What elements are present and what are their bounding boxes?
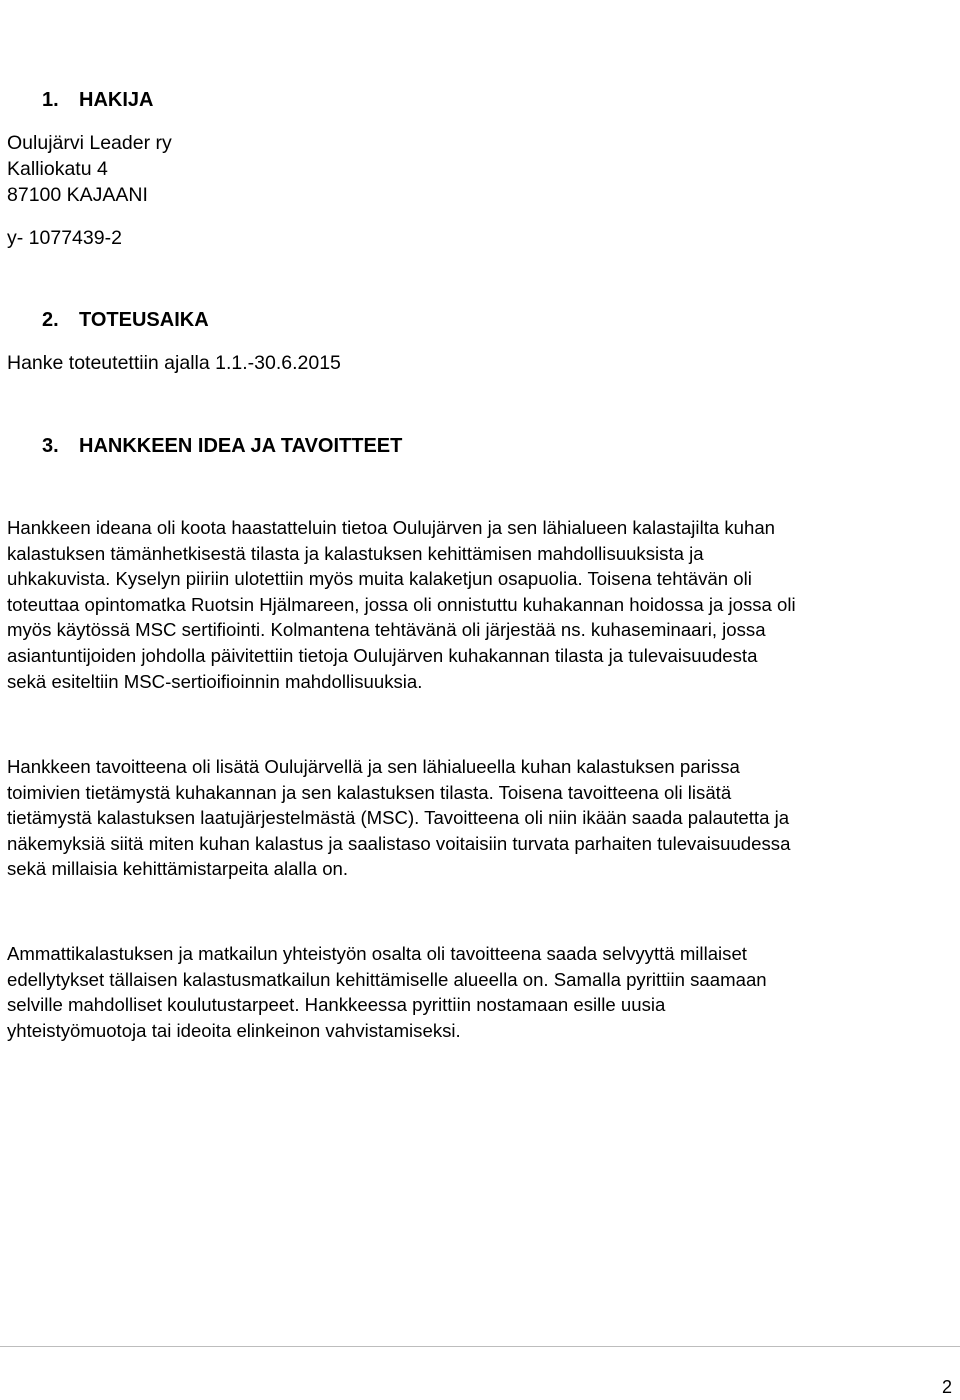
paragraph-line: Ammattikalastuksen ja matkailun yhteistyön osalta oli tavoitteena saada selvyyttä millaiset — [7, 943, 747, 964]
applicant-name: Oulujärvi Leader ry — [7, 132, 172, 154]
paragraph-cooperation — [7, 941, 955, 1043]
paragraph-line: asiantuntijoiden johdolla päivitettiin tietoja Oulujärven kuhakannan tilasta ja tulevaisuudesta — [7, 644, 758, 666]
paragraph-line: myös käytössä MSC sertifiointi. Kolmantena tehtävänä oli järjestää ns. kuhaseminaari, jossa — [7, 619, 766, 641]
duration-text: Hanke toteutettiin ajalla 1.1.-30.6.2015 — [7, 352, 341, 374]
paragraph-line: Hankkeen tavoitteena oli lisätä Oulujärvellä ja sen lähialueella kuhan kalastuksen parissa — [7, 756, 740, 777]
section-number: 2. — [42, 309, 59, 331]
paragraph-line: tietämystä kalastuksen laatujärjestelmästä (MSC). Tavoitteena oli niin ikään saada palautetta ja — [7, 807, 790, 829]
section-number: 3. — [42, 435, 59, 457]
page-divider — [0, 1346, 960, 1347]
paragraph-line: sekä millaisia kehittämistarpeita alalla on. — [7, 858, 349, 880]
paragraph-line: yhteistyömuotoja tai ideoita elinkeinon vahvistamiseksi. — [7, 1019, 461, 1041]
section-title: HAKIJA — [79, 89, 154, 111]
section-heading-applicant — [42, 88, 153, 112]
section-heading-idea — [42, 434, 402, 458]
paragraph-idea — [7, 515, 955, 694]
section-heading-duration — [42, 308, 209, 332]
section-title: HANKKEEN IDEA JA TAVOITTEET — [79, 435, 403, 457]
paragraph-line: uhkakuvista. Kyselyn piiriin ulotettiin myös muita kalaketjun osapuolia. Toisena tehtävän oli — [7, 568, 752, 590]
paragraph-line: selville mahdolliset koulutustarpeet. Hankkeessa pyrittiin nostamaan esille uusia — [7, 994, 666, 1016]
applicant-business-id: y- 1077439-2 — [7, 227, 122, 249]
paragraph-line: toteuttaa opintomatka Ruotsin Hjälmareen, jossa oli onnistuttu kuhakannan hoidossa ja jossa oli — [7, 593, 796, 615]
paragraph-goals — [7, 754, 955, 882]
applicant-postal: 87100 KAJAANI — [7, 184, 148, 206]
paragraph-line: edellytykset tällaisen kalastusmatkailun kehittämiselle alueella on. Samalla pyrittiin saamaan — [7, 968, 767, 990]
paragraph-line: sekä esiteltiin MSC-sertioifioinnin mahdollisuuksia. — [7, 670, 423, 692]
section-number: 1. — [42, 89, 59, 111]
section-title: TOTEUSAIKA — [79, 309, 209, 331]
paragraph-line: näkemyksiä siitä miten kuhan kalastus ja saalistaso voitaisiin turvata parhaiten tulevaisuudessa — [7, 832, 791, 854]
paragraph-line: Hankkeen ideana oli koota haastatteluin tietoa Oulujärven ja sen lähialueen kalastajilta kuhan — [7, 517, 776, 538]
paragraph-line: toimivien tietämystä kuhakannan ja sen kalastuksen tilasta. Toisena tavoitteena oli lisätä — [7, 781, 732, 803]
applicant-street: Kalliokatu 4 — [7, 158, 108, 180]
page-number: 2 — [941, 1377, 952, 1397]
paragraph-line: kalastuksen tämänhetkisestä tilasta ja kalastuksen kehittämisen mahdollisuuksista ja — [7, 542, 704, 564]
